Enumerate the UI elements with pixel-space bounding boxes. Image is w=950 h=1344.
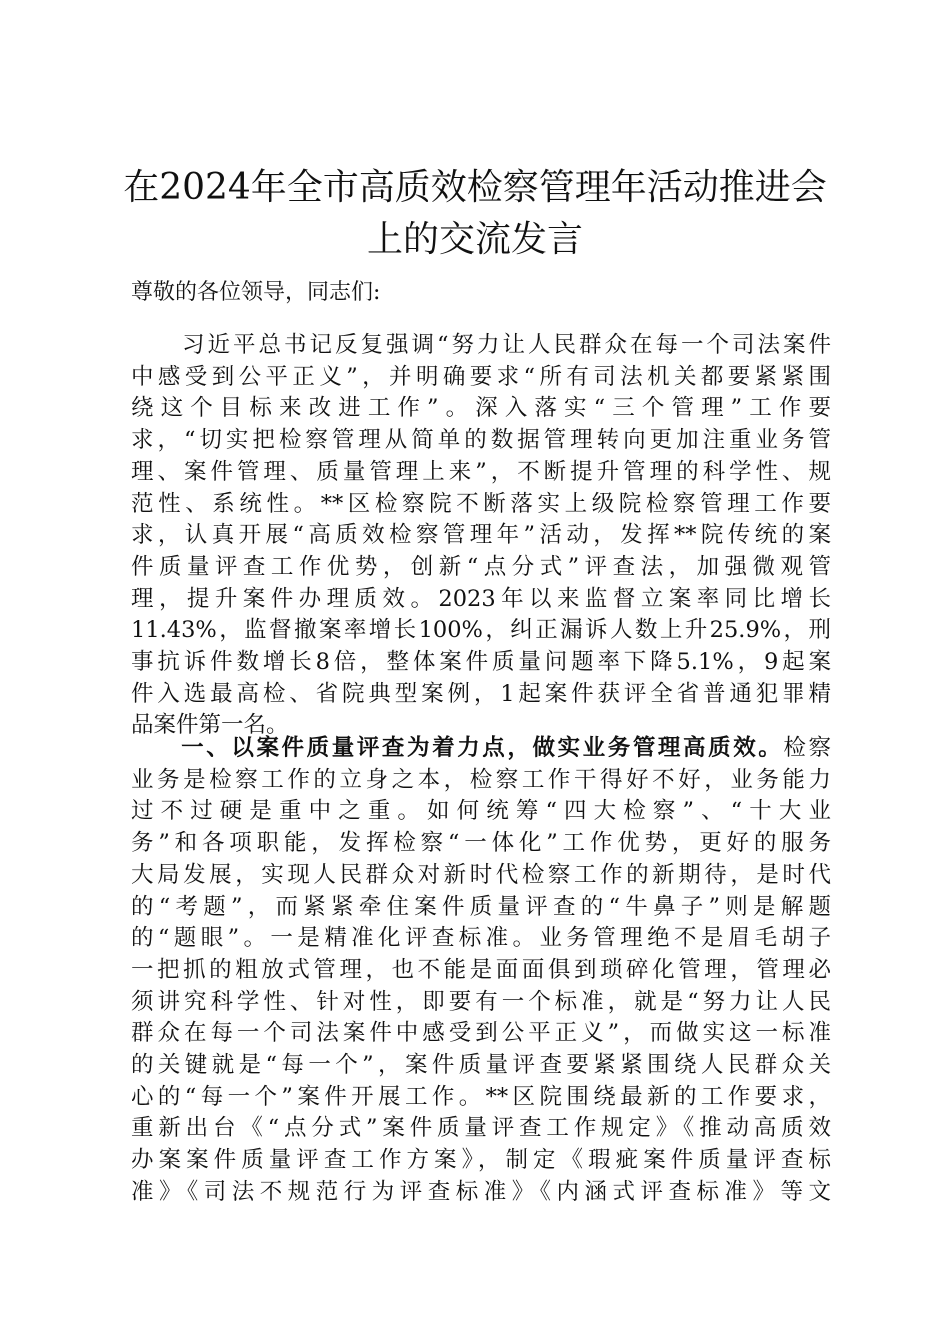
paragraph-1-line: 品案件第一名。 [131, 712, 289, 739]
paragraph-2-line: 重新出台《“点分式”案件质量评查工作规定》《推动高质效 [131, 1115, 831, 1142]
paragraph-2-line: 心的“每一个”案件开展工作。**区院围绕最新的工作要求， [131, 1083, 831, 1110]
title-line-2: 上的交流发言 [366, 219, 583, 260]
paragraph-2-line: 业务是检察工作的立身之本，检察工作干得好不好，业务能力 [131, 766, 831, 793]
paragraph-1-line: 件入选最高检、省院典型案例，1起案件获评全省普通犯罪精 [131, 680, 831, 707]
title-line-1: 在2024年全市高质效检察管理年活动推进会 [123, 167, 827, 208]
paragraph-1-line: 范性、系统性。**区检察院不断落实上级院检察管理工作要 [131, 490, 831, 517]
section-heading: 一、以案件质量评查为着力点，做实业务管理高质效。 [131, 735, 784, 761]
paragraph-1-line: 11.43%，监督撤案率增长100%，纠正漏诉人数上升25.9%，刑 [131, 617, 831, 644]
paragraph-1 [131, 330, 831, 742]
paragraph-1-line: 件质量评查工作优势，创新“点分式”评查法，加强微观管 [131, 553, 831, 580]
paragraph-1-line: 中感受到公平正义”，并明确要求“所有司法机关都要紧紧围 [131, 363, 831, 390]
paragraph-2-line: 一把抓的粗放式管理，也不能是面面俱到琐碎化管理，管理必 [131, 956, 831, 983]
paragraph-2-line: 务”和各项职能，发挥检察“一体化”工作优势，更好的服务 [131, 830, 831, 857]
paragraph-1-line: 习近平总书记反复强调“努力让人民群众在每一个司法案件 [131, 332, 831, 358]
paragraph-1-line: 理、案件管理、质量管理上来”，不断提升管理的科学性、规 [131, 458, 831, 485]
paragraph-2-line: 的“题眼”。一是精准化评查标准。业务管理绝不是眉毛胡子 [131, 925, 831, 952]
paragraph-1-line: 绕这个目标来改进工作”。深入落实“三个管理”工作要 [131, 395, 831, 422]
paragraph-1-line: 求，认真开展“高质效检察管理年”活动，发挥**院传统的案 [131, 522, 831, 549]
paragraph-2-first-line [131, 733, 831, 765]
paragraph-2-lead-tail: 检察 [783, 735, 831, 761]
paragraph-2-line: 过不过硬是重中之重。如何统筹“四大检察”、“十大业 [131, 798, 831, 825]
paragraph-1-line: 求，“切实把检察管理从简单的数据管理转向更加注重业务管 [131, 427, 831, 454]
paragraph-2-line: 的关键就是“每一个”，案件质量评查要紧紧围绕人民群众关 [131, 1052, 831, 1079]
paragraph-1-line: 理，提升案件办理质效。2023年以来监督立案率同比增长 [131, 585, 831, 612]
document-title [110, 162, 840, 266]
paragraph-2-line: 办案案件质量评查工作方案》，制定《瑕疵案件质量评查标 [131, 1147, 831, 1174]
paragraph-2-line: 群众在每一个司法案件中感受到公平正义”，而做实这一标准 [131, 1020, 831, 1047]
paragraph-2-line: 须讲究科学性、针对性，即要有一个标准，就是“努力让人民 [131, 988, 831, 1015]
salutation: 尊敬的各位领导，同志们: [131, 280, 381, 305]
paragraph-2 [131, 733, 831, 1209]
paragraph-1-line: 事抗诉件数增长8倍，整体案件质量问题率下降5.1%，9起案 [131, 649, 831, 676]
paragraph-2-line: 的“考题”，而紧紧牵住案件质量评查的“牛鼻子”则是解题 [131, 893, 831, 920]
paragraph-2-line: 准》《司法不规范行为评查标准》《内涵式评查标准》等文 [131, 1178, 831, 1205]
paragraph-2-line: 大局发展，实现人民群众对新时代检察工作的新期待，是时代 [131, 861, 831, 888]
